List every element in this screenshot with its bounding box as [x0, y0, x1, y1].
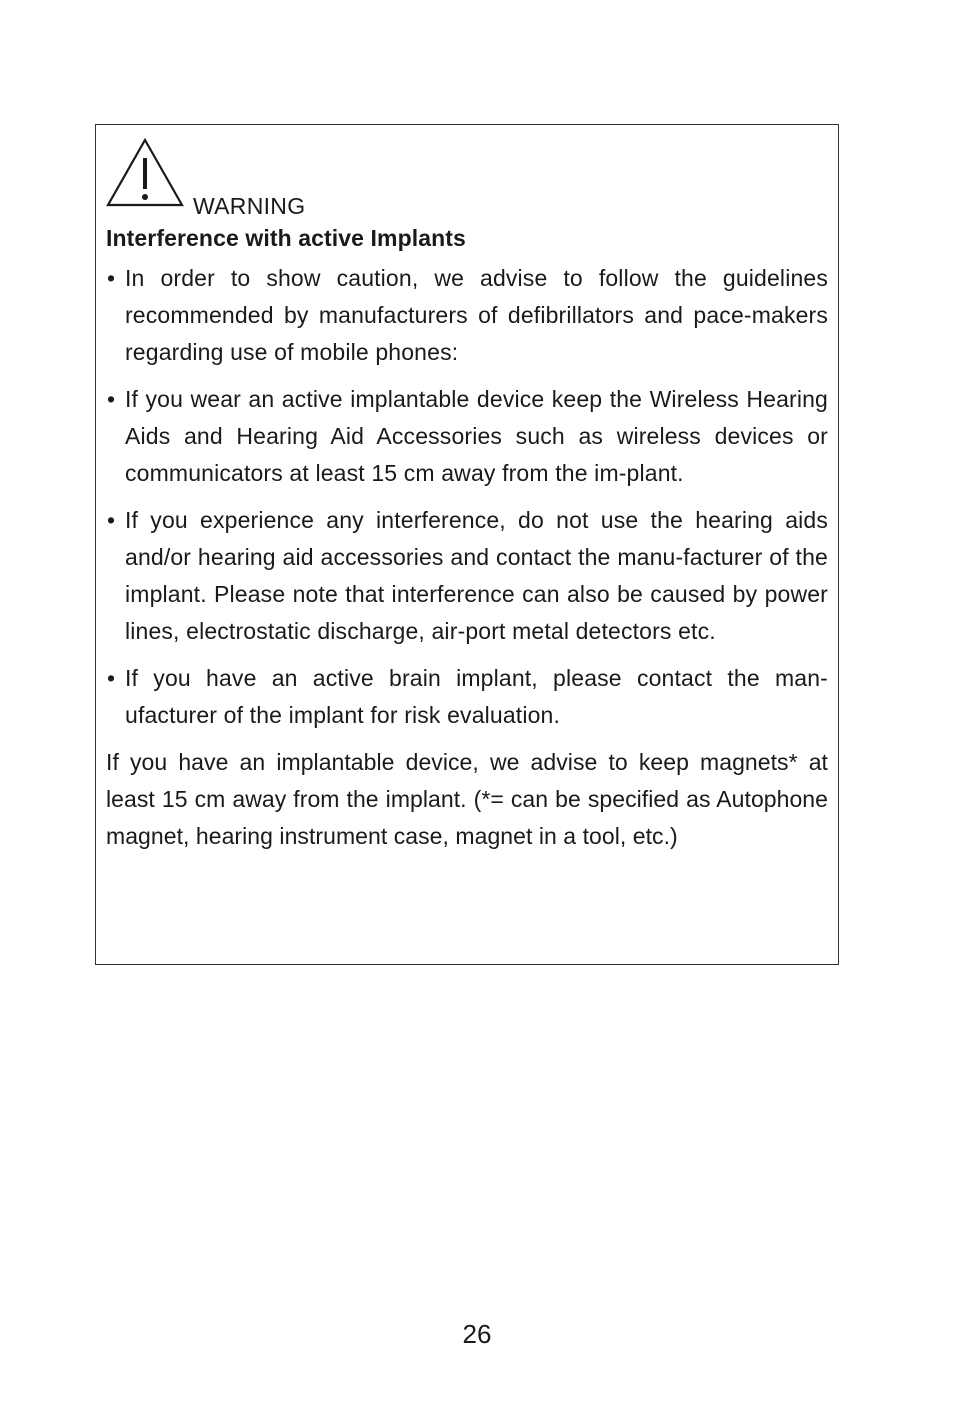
page-number: 26 [462, 1319, 492, 1349]
bullet-text: If you experience any interference, do not use the hearing aids and/or hearing aid accessories and contact the manu-facturer of the implant. Please note that interference can also be caused by power lines, electrostatic discharge, air-port metal detectors etc. [125, 507, 828, 644]
warning-label: WARNING [193, 193, 306, 219]
list-item [106, 502, 828, 650]
bullet-dot: • [107, 265, 116, 291]
bullet-dot: • [107, 386, 116, 412]
bullet-dot: • [107, 665, 116, 691]
list-item [106, 260, 828, 371]
warning-content [106, 223, 828, 855]
warning-triangle-icon [106, 138, 184, 208]
list-item [106, 660, 828, 734]
bullet-list [106, 260, 828, 734]
bullet-text: If you wear an active implantable device keep the Wireless Hearing Aids and Hearing Aid Accessories such as wireless devices or communicators at least 15 cm away from the im-plant. [125, 386, 828, 486]
warning-box [95, 124, 839, 965]
bullet-dot: • [107, 507, 116, 533]
section-title: Interference with active Implants [106, 225, 466, 251]
magnet-note: If you have an implantable device, we advise to keep magnets* at least 15 cm away from the implant. (*= can be specified as Autophone magnet, hearing instrument case, magnet in a tool, etc.) [106, 749, 828, 849]
bullet-text: If you have an active brain implant, please contact the man-ufacturer of the implant for risk evaluation. [125, 665, 828, 728]
bullet-text: In order to show caution, we advise to follow the guidelines recommended by manufacturers of defibrillators and pace-makers regarding use of mobile phones: [125, 265, 828, 365]
list-item [106, 381, 828, 492]
